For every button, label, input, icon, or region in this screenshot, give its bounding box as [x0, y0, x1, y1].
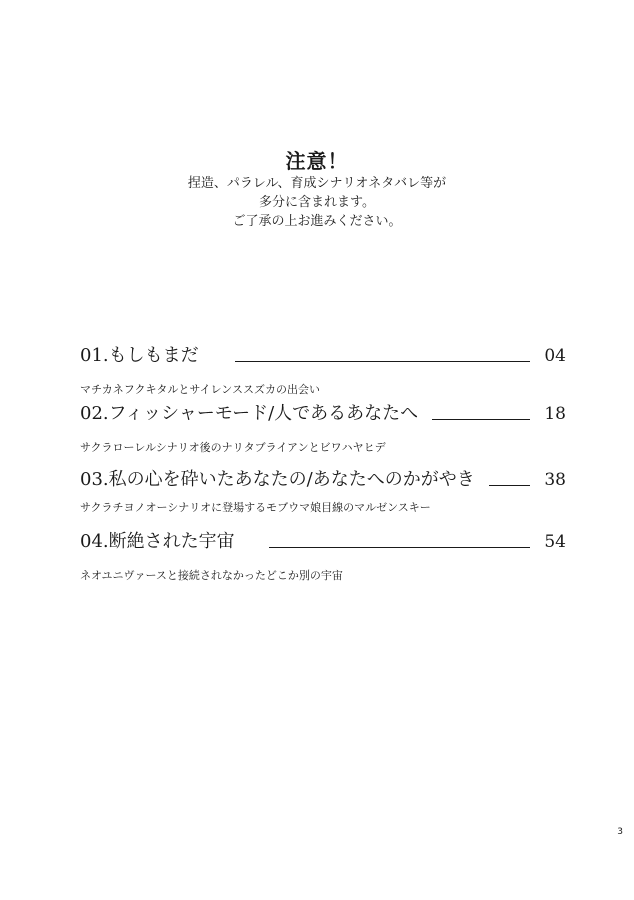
page-number: 3: [617, 827, 623, 837]
toc-entry-page: 54: [544, 532, 566, 552]
toc-entry-header: [80, 462, 566, 492]
table-of-contents: [80, 338, 566, 584]
toc-entry[interactable]: [80, 396, 566, 462]
toc-entry-title: 04.断絶された宇宙: [80, 531, 235, 552]
toc-leader-line: [235, 361, 531, 362]
toc-leader-line: [432, 419, 530, 420]
toc-entry-subtitle: サクラローレルシナリオ後のナリタブライアンとビワハヤヒデ: [80, 441, 386, 454]
toc-entry-subtitle: マチカネフクキタルとサイレンススズカの出会い: [80, 383, 320, 396]
toc-entry-title: 03.私の心を砕いたあなたの/あなたへのかがやき: [80, 469, 475, 490]
toc-entry-header: [80, 396, 566, 426]
notice-line: 多分に含まれます。: [259, 195, 375, 210]
toc-entry[interactable]: [80, 338, 566, 396]
toc-entry-subtitle: ネオユニヴァースと接続されなかったどこか別の宇宙: [80, 569, 343, 582]
notice-block: [0, 148, 634, 231]
toc-entry-title: 01.もしもまだ: [80, 345, 199, 366]
toc-leader-line: [269, 547, 531, 548]
toc-entry-page: 18: [544, 404, 566, 424]
toc-entry-title: 02.フィッシャーモード/人であるあなたへ: [80, 403, 419, 424]
toc-entry-page: 04: [544, 346, 566, 366]
toc-entry-header: [80, 524, 566, 554]
toc-entry-page: 38: [544, 470, 566, 490]
toc-entry-header: [80, 338, 566, 368]
toc-leader-line: [489, 485, 531, 486]
notice-line: ご了承の上お進みください。: [232, 214, 402, 229]
notice-title: 注意！: [285, 149, 349, 173]
toc-entry-subtitle: サクラチヨノオーシナリオに登場するモブウマ娘目線のマルゼンスキー: [80, 501, 431, 514]
toc-entry[interactable]: [80, 524, 566, 584]
notice-line: 捏造、パラレル、育成シナリオネタバレ等が: [187, 176, 447, 191]
toc-entry[interactable]: [80, 462, 566, 524]
